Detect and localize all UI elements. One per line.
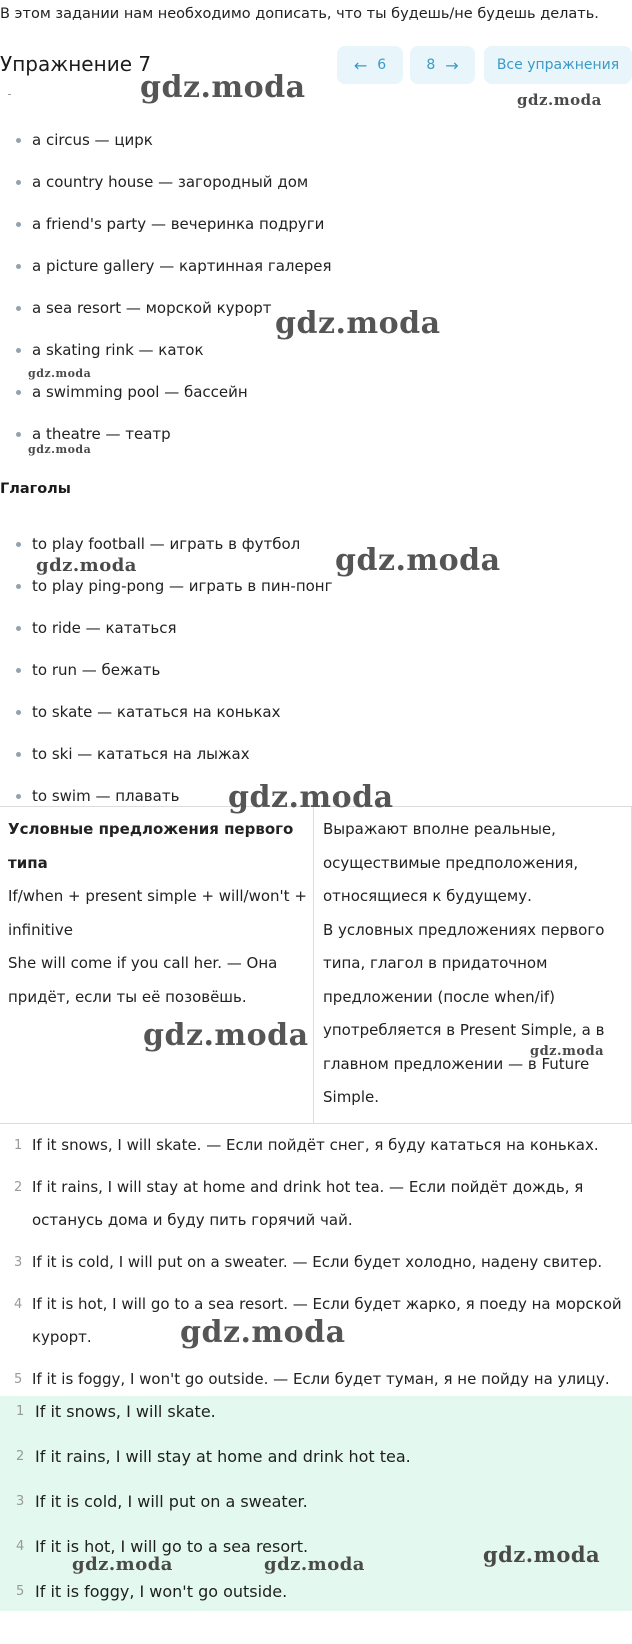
watermark: gdz.moda <box>72 1554 173 1575</box>
watermark: gdz.moda <box>28 367 92 380</box>
list-item-text: If it is hot, I will go to a sea resort. — Если будет жарко, я поеду на морской курорт. <box>32 1295 622 1346</box>
bullet-icon <box>16 138 21 143</box>
bullet-icon <box>16 348 21 353</box>
item-number: 2 <box>14 1180 23 1195</box>
list-item-text: to skate — кататься на коньках <box>32 703 281 721</box>
watermark: gdz.moda <box>530 1044 605 1059</box>
item-number: 2 <box>16 1449 25 1464</box>
watermark: gdz.moda <box>483 1542 601 1567</box>
list-item-text: to play ping-pong — играть в пин-понг <box>32 577 333 595</box>
arrow-right-icon: → <box>445 55 459 75</box>
list-item-text: to ski — кататься на лыжах <box>32 745 250 763</box>
list-item-text: If it rains, I will stay at home and drink hot tea. — Если пойдёт дождь, я останусь дома и буду пить горячий чай. <box>32 1178 584 1229</box>
bullet-icon <box>16 390 21 395</box>
list-item-text: a friend's party — вечеринка подруги <box>32 215 325 233</box>
bullet-icon <box>16 668 21 673</box>
answer-text: If it is hot, I will go to a sea resort. <box>35 1537 309 1556</box>
bullet-icon <box>16 432 21 437</box>
item-number: 4 <box>16 1539 25 1554</box>
bullet-icon <box>16 264 21 269</box>
table-cell-right <box>323 813 623 1115</box>
item-number: 5 <box>14 1372 23 1387</box>
bullet-icon <box>16 222 21 227</box>
list-item-text: If it snows, I will skate. — Если пойдёт снег, я буду кататься на коньках. <box>32 1136 599 1154</box>
list-item-text: a country house — загородный дом <box>32 173 309 191</box>
prev-exercise-label: 6 <box>377 57 387 73</box>
watermark: gdz.moda <box>143 1018 309 1053</box>
watermark: gdz.moda <box>28 443 92 456</box>
list-item <box>0 1171 632 1237</box>
list-item <box>0 1363 632 1396</box>
watermark: gdz.moda <box>180 1315 346 1350</box>
list-item <box>0 1129 632 1162</box>
answer-text: If it is cold, I will put on a sweater. <box>35 1492 308 1511</box>
bullet-icon <box>16 584 21 589</box>
translation-list <box>0 1129 632 1396</box>
bullet-icon <box>16 794 21 799</box>
list-item-text: to run — бежать <box>32 661 161 679</box>
watermark: gdz.moda <box>517 91 602 109</box>
exercise-title: Упражнение 7 <box>0 52 152 76</box>
table-rule-title: Условные предложения первого типа <box>8 820 294 872</box>
watermark: gdz.moda <box>36 555 137 576</box>
list-item <box>0 1576 632 1621</box>
task-intro: В этом задании нам необходимо дописать, что ты будешь/не будешь делать. <box>0 6 599 22</box>
list-item-text: If it is foggy, I won't go outside. — Если будет туман, я не пойду на улицу. <box>32 1370 610 1388</box>
answer-text: If it rains, I will stay at home and drink hot tea. <box>35 1447 411 1466</box>
list-item-text: a skating rink — каток <box>32 341 204 359</box>
list-item-text: to ride — кататься <box>32 619 177 637</box>
answer-text: If it is foggy, I won't go outside. <box>35 1582 288 1601</box>
bullet-icon <box>16 752 21 757</box>
answer-list <box>0 1396 632 1621</box>
prev-exercise-button[interactable] <box>337 46 403 84</box>
list-item <box>0 1246 632 1279</box>
bullet-icon <box>16 626 21 631</box>
arrow-left-icon: ← <box>353 55 368 75</box>
list-item-text: to play football — играть в футбол <box>32 535 301 553</box>
list-item-text: a theatre — театр <box>32 425 171 443</box>
next-exercise-button[interactable] <box>410 46 475 84</box>
watermark: gdz.moda <box>264 1554 365 1575</box>
item-number: 1 <box>14 1138 23 1153</box>
table-rule-meaning: Выражают вполне реальные, осуществимые предположения, относящиеся к будущему. <box>323 820 579 905</box>
bullet-icon <box>16 710 21 715</box>
watermark: gdz.moda <box>335 543 501 578</box>
item-number: 3 <box>16 1494 25 1509</box>
list-item-text: a sea resort — морской курорт <box>32 299 272 317</box>
table-rule-usage: В условных предложениях первого типа, глагол в придаточном предложении (после when/if) употребляется в Present Simple, а в главном предложении — в Future Simple. <box>323 920 605 1106</box>
table-cell-left <box>8 813 308 1014</box>
next-exercise-label: 8 <box>426 57 436 73</box>
list-item <box>0 1486 632 1531</box>
verbs-heading: Глаголы <box>0 481 71 497</box>
list-item-text: to swim — плавать <box>32 787 180 805</box>
list-item <box>0 1396 632 1441</box>
item-number: 5 <box>16 1584 25 1599</box>
table-rule-example: She will come if you call her. — Она придёт, если ты её позовёшь. <box>8 954 278 1006</box>
list-item <box>0 1441 632 1486</box>
bullet-icon <box>16 180 21 185</box>
table-rule-formula: If/when + present simple + will/won't + infinitive <box>8 887 307 939</box>
all-exercises-button[interactable]: Все упражнения <box>484 46 632 84</box>
bullet-icon <box>16 542 21 547</box>
answer-text: If it snows, I will skate. <box>35 1402 216 1421</box>
table-divider <box>313 807 314 1123</box>
divider-mark <box>8 94 11 95</box>
list-item-text: If it is cold, I will put on a sweater. — Если будет холодно, надену свитер. <box>32 1253 603 1271</box>
grammar-table <box>0 806 632 1124</box>
list-item-text: a swimming pool — бассейн <box>32 383 248 401</box>
bullet-icon <box>16 306 21 311</box>
item-number: 1 <box>16 1404 25 1419</box>
watermark: gdz.moda <box>228 780 394 815</box>
list-item-text: a circus — цирк <box>32 131 153 149</box>
watermark: gdz.moda <box>140 70 306 105</box>
watermark: gdz.moda <box>275 306 441 341</box>
list-item-text: a picture gallery — картинная галерея <box>32 257 332 275</box>
item-number: 4 <box>14 1297 23 1312</box>
item-number: 3 <box>14 1255 23 1270</box>
